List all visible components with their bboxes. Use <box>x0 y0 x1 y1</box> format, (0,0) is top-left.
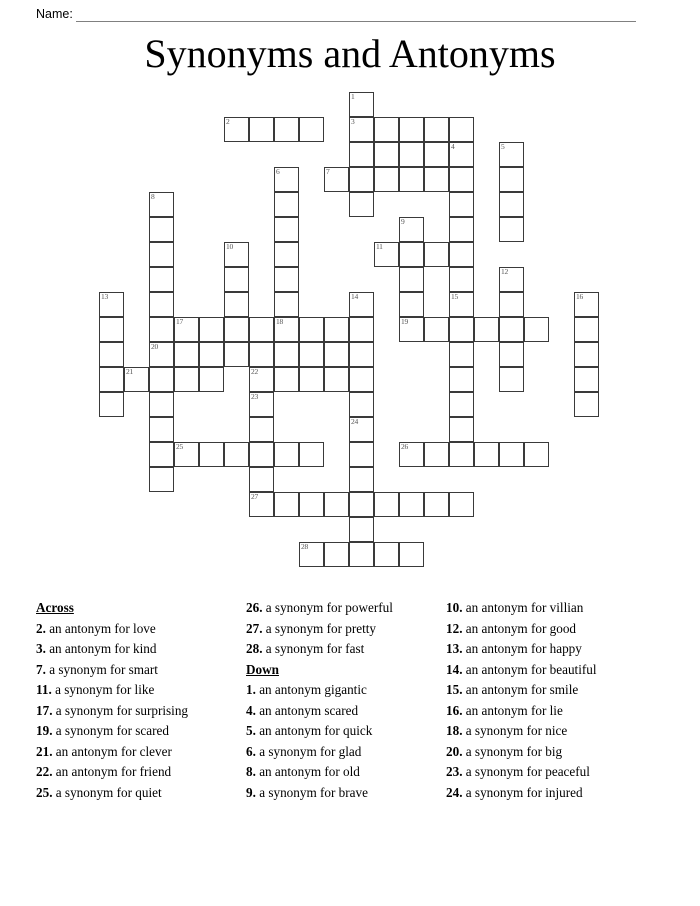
clue-number: 3. <box>36 641 50 656</box>
crossword-cell[interactable] <box>299 492 324 517</box>
crossword-cell[interactable] <box>399 542 424 567</box>
crossword-cell[interactable] <box>424 492 449 517</box>
clue-number: 19. <box>36 723 56 738</box>
crossword-cell[interactable] <box>274 117 299 142</box>
crossword-cell[interactable] <box>499 317 524 342</box>
crossword-cell[interactable] <box>199 317 224 342</box>
clue-number: 17. <box>36 702 56 718</box>
crossword-cell[interactable] <box>324 367 349 392</box>
clue-text: a synonym for like <box>55 682 155 697</box>
crossword-cell[interactable] <box>349 367 374 392</box>
clue-number: 6. <box>246 743 260 759</box>
clue-list <box>36 598 666 838</box>
crossword-cell[interactable] <box>574 317 599 342</box>
crossword-cell[interactable] <box>399 292 424 317</box>
crossword-cell[interactable] <box>149 292 174 317</box>
crossword-cell[interactable] <box>399 117 424 142</box>
crossword-cell-start-18[interactable] <box>274 317 299 342</box>
clue-across-19 <box>36 721 234 742</box>
crossword-cell[interactable] <box>574 342 599 367</box>
clue-number: 1. <box>246 682 260 697</box>
clue-down-23 <box>446 762 649 783</box>
clue-number: 16. <box>446 702 466 718</box>
cell-number-14: 14 <box>351 292 358 301</box>
crossword-cell-start-17[interactable] <box>174 317 199 342</box>
clue-number: 2. <box>36 620 50 636</box>
crossword-cell[interactable] <box>349 167 374 192</box>
clue-text: an antonym for quick <box>259 723 373 738</box>
clue-number: 20. <box>446 743 466 759</box>
cell-number-24: 24 <box>351 417 358 426</box>
clue-number: 13. <box>446 641 466 656</box>
cell-number-16: 16 <box>576 292 583 301</box>
crossword-cell-start-15[interactable] <box>449 292 474 317</box>
clue-text: an antonym for old <box>259 764 360 779</box>
cell-number-25: 25 <box>176 442 183 451</box>
crossword-cell[interactable] <box>174 342 199 367</box>
clue-text: an antonym for happy <box>465 641 582 656</box>
crossword-cell[interactable] <box>274 342 299 367</box>
crossword-cell[interactable] <box>299 342 324 367</box>
clue-across-2 <box>36 619 234 640</box>
cell-number-4: 4 <box>451 142 455 151</box>
crossword-cell[interactable] <box>349 492 374 517</box>
crossword-cell[interactable] <box>399 167 424 192</box>
crossword-cell[interactable] <box>199 342 224 367</box>
crossword-cell[interactable] <box>349 517 374 542</box>
clue-across-25 <box>36 783 234 804</box>
crossword-cell[interactable] <box>274 267 299 292</box>
clue-text: a synonym for injured <box>465 784 583 800</box>
crossword-cell[interactable] <box>499 367 524 392</box>
page-title: Synonyms and Antonyms <box>144 31 556 76</box>
clue-number: 18. <box>446 723 466 738</box>
crossword-cell[interactable] <box>249 417 274 442</box>
crossword-cell-start-27[interactable] <box>249 492 274 517</box>
clue-number: 23. <box>446 764 466 779</box>
crossword-cell[interactable] <box>449 442 474 467</box>
clue-down-24 <box>446 783 649 804</box>
clue-text: an antonym scared <box>259 702 359 718</box>
clue-number: 21. <box>36 743 56 759</box>
crossword-cell[interactable] <box>474 442 499 467</box>
crossword-cell[interactable] <box>499 342 524 367</box>
crossword-cell[interactable] <box>374 167 399 192</box>
crossword-cell[interactable] <box>224 292 249 317</box>
name-row <box>36 2 636 22</box>
crossword-cell[interactable] <box>149 467 174 492</box>
crossword-cell[interactable] <box>149 367 174 392</box>
crossword-cell[interactable] <box>249 342 274 367</box>
clue-text: an antonym for smile <box>465 682 579 697</box>
crossword-cell[interactable] <box>199 442 224 467</box>
crossword-cell-start-2[interactable] <box>224 117 249 142</box>
clue-across-22 <box>36 762 234 783</box>
cell-number-28: 28 <box>301 542 308 551</box>
crossword-cell[interactable] <box>574 367 599 392</box>
crossword-cell[interactable] <box>524 442 549 467</box>
crossword-cell-start-13[interactable] <box>99 292 124 317</box>
cell-number-23: 23 <box>251 392 258 401</box>
crossword-cell[interactable] <box>449 492 474 517</box>
crossword-cell[interactable] <box>324 317 349 342</box>
clue-across-11 <box>36 680 234 701</box>
crossword-cell[interactable] <box>374 117 399 142</box>
clue-number: 12. <box>446 620 466 636</box>
clue-across-28 <box>246 639 434 660</box>
crossword-cell[interactable] <box>449 417 474 442</box>
crossword-cell[interactable] <box>524 317 549 342</box>
clue-text: an antonym for friend <box>55 764 172 779</box>
crossword-cell[interactable] <box>224 442 249 467</box>
crossword-cell[interactable] <box>399 267 424 292</box>
crossword-cell[interactable] <box>424 442 449 467</box>
crossword-cell-start-3[interactable] <box>349 117 374 142</box>
clue-text: an antonym for beautiful <box>465 661 597 677</box>
crossword-cell-start-10[interactable] <box>224 242 249 267</box>
crossword-cell[interactable] <box>299 442 324 467</box>
crossword-cell[interactable] <box>499 192 524 217</box>
crossword-cell[interactable] <box>399 242 424 267</box>
crossword-cell-start-23[interactable] <box>249 392 274 417</box>
name-write-line[interactable] <box>76 9 636 22</box>
clue-number: 26. <box>246 600 266 615</box>
crossword-cell[interactable] <box>349 192 374 217</box>
crossword-cell[interactable] <box>499 167 524 192</box>
crossword-cell[interactable] <box>274 192 299 217</box>
cell-number-17: 17 <box>176 317 183 326</box>
crossword-cell-start-28[interactable] <box>299 542 324 567</box>
clue-text: a synonym for smart <box>49 661 158 677</box>
clue-number: 28. <box>246 641 266 656</box>
crossword-cell[interactable] <box>449 317 474 342</box>
crossword-cell-start-16[interactable] <box>574 292 599 317</box>
clue-text: an antonym for lie <box>465 702 563 718</box>
crossword-cell[interactable] <box>424 242 449 267</box>
clue-down-9 <box>246 783 434 804</box>
crossword-cell[interactable] <box>224 342 249 367</box>
crossword-cell[interactable] <box>99 392 124 417</box>
crossword-cell-start-19[interactable] <box>399 317 424 342</box>
across-heading: Across <box>36 600 74 615</box>
name-label: Name: <box>36 7 73 21</box>
crossword-cell[interactable] <box>299 117 324 142</box>
clue-down-15 <box>446 680 649 701</box>
clue-down-1 <box>246 680 434 701</box>
crossword-cell[interactable] <box>499 217 524 242</box>
clue-down-4 <box>246 701 434 722</box>
crossword-cell[interactable] <box>349 392 374 417</box>
clue-down-10 <box>446 598 649 619</box>
crossword-cell[interactable] <box>349 442 374 467</box>
clue-down-18 <box>446 721 649 742</box>
clue-across-7 <box>36 660 234 681</box>
cell-number-3: 3 <box>351 117 355 126</box>
cell-number-7: 7 <box>326 167 330 176</box>
crossword-cell[interactable] <box>424 142 449 167</box>
cell-number-13: 13 <box>101 292 108 301</box>
crossword-cell-start-12[interactable] <box>499 267 524 292</box>
cell-number-11: 11 <box>376 242 383 251</box>
crossword-cell-start-4[interactable] <box>449 142 474 167</box>
cell-number-20: 20 <box>151 342 158 351</box>
cell-number-22: 22 <box>251 367 258 376</box>
clue-down-6 <box>246 742 434 763</box>
crossword-cell[interactable] <box>199 367 224 392</box>
crossword-cell[interactable] <box>399 492 424 517</box>
cell-number-5: 5 <box>501 142 505 151</box>
clue-column-2 <box>246 598 446 838</box>
crossword-cell[interactable] <box>274 442 299 467</box>
crossword-cell[interactable] <box>449 167 474 192</box>
clue-text: an antonym for clever <box>55 743 172 759</box>
clue-text: an antonym for good <box>465 620 577 636</box>
crossword-cell[interactable] <box>149 442 174 467</box>
clue-number: 8. <box>246 764 260 779</box>
crossword-cell[interactable] <box>249 442 274 467</box>
crossword-cell[interactable] <box>149 317 174 342</box>
clue-down-8 <box>246 762 434 783</box>
clue-text: an antonym for love <box>49 620 156 636</box>
clue-number: 24. <box>446 784 466 800</box>
clue-across-26 <box>246 598 434 619</box>
crossword-cell[interactable] <box>449 392 474 417</box>
cell-number-8: 8 <box>151 192 155 201</box>
clue-number: 15. <box>446 682 466 697</box>
crossword-cell[interactable] <box>99 342 124 367</box>
clue-text: an antonym for villian <box>465 600 584 615</box>
crossword-cell[interactable] <box>274 492 299 517</box>
crossword-cell[interactable] <box>249 467 274 492</box>
crossword-cell[interactable] <box>574 392 599 417</box>
clue-number: 10. <box>446 600 466 615</box>
cell-number-2: 2 <box>226 117 230 126</box>
crossword-cell-start-21[interactable] <box>124 367 149 392</box>
cell-number-26: 26 <box>401 442 408 451</box>
clue-across-27 <box>246 619 434 640</box>
crossword-cell[interactable] <box>449 242 474 267</box>
cell-number-1: 1 <box>351 92 355 101</box>
clue-number: 11. <box>36 682 56 697</box>
clue-text: a synonym for big <box>465 743 563 759</box>
crossword-cell[interactable] <box>149 242 174 267</box>
crossword-cell[interactable] <box>149 417 174 442</box>
crossword-cell[interactable] <box>449 192 474 217</box>
crossword-cell[interactable] <box>399 142 424 167</box>
crossword-cell[interactable] <box>449 217 474 242</box>
crossword-cell[interactable] <box>349 542 374 567</box>
crossword-cell-start-6[interactable] <box>274 167 299 192</box>
clue-text: a synonym for peaceful <box>465 764 590 779</box>
clue-text: an antonym for kind <box>49 641 157 656</box>
crossword-cell[interactable] <box>224 317 249 342</box>
crossword-cell[interactable] <box>349 342 374 367</box>
crossword-cell[interactable] <box>449 342 474 367</box>
crossword-cell-start-25[interactable] <box>174 442 199 467</box>
cell-number-15: 15 <box>451 292 458 301</box>
clue-number: 9. <box>246 784 260 800</box>
clue-text: a synonym for quiet <box>55 784 162 800</box>
cell-number-19: 19 <box>401 317 408 326</box>
clue-number: 22. <box>36 764 56 779</box>
cell-number-9: 9 <box>401 217 405 226</box>
cell-number-27: 27 <box>251 492 258 501</box>
crossword-cell[interactable] <box>324 542 349 567</box>
crossword-cell-start-9[interactable] <box>399 217 424 242</box>
crossword-cell[interactable] <box>424 117 449 142</box>
cell-number-18: 18 <box>276 317 283 326</box>
crossword-cell[interactable] <box>349 317 374 342</box>
crossword-cell[interactable] <box>224 267 249 292</box>
clue-down-5 <box>246 721 434 742</box>
clue-column-3 <box>446 598 661 838</box>
crossword-cell[interactable] <box>324 492 349 517</box>
clue-text: a synonym for brave <box>259 784 368 800</box>
crossword-cell-start-24[interactable] <box>349 417 374 442</box>
crossword-cell-start-5[interactable] <box>499 142 524 167</box>
crossword-cell[interactable] <box>149 392 174 417</box>
crossword-cell[interactable] <box>349 142 374 167</box>
crossword-cell[interactable] <box>474 317 499 342</box>
crossword-cell[interactable] <box>274 292 299 317</box>
crossword-cell-start-22[interactable] <box>249 367 274 392</box>
crossword-cell-start-1[interactable] <box>349 92 374 117</box>
crossword-cell-start-7[interactable] <box>324 167 349 192</box>
clue-column-1 <box>36 598 246 838</box>
crossword-cell[interactable] <box>424 317 449 342</box>
crossword-cell-start-26[interactable] <box>399 442 424 467</box>
clue-number: 25. <box>36 784 56 800</box>
crossword-cell[interactable] <box>324 342 349 367</box>
crossword-cell[interactable] <box>149 267 174 292</box>
clue-number: 5. <box>246 723 260 738</box>
clue-text: a synonym for pretty <box>265 620 377 636</box>
clue-down-13 <box>446 639 649 660</box>
clue-text: a synonym for surprising <box>55 702 189 718</box>
clue-text: a synonym for powerful <box>265 600 393 615</box>
crossword-cell[interactable] <box>374 542 399 567</box>
crossword-cell[interactable] <box>299 317 324 342</box>
clue-number: 7. <box>36 661 50 677</box>
crossword-cell-start-8[interactable] <box>149 192 174 217</box>
crossword-cell[interactable] <box>349 467 374 492</box>
crossword-cell[interactable] <box>499 292 524 317</box>
crossword-cell[interactable] <box>299 367 324 392</box>
crossword-cell[interactable] <box>274 217 299 242</box>
cell-number-12: 12 <box>501 267 508 276</box>
crossword-cell[interactable] <box>149 217 174 242</box>
clue-down-16 <box>446 701 649 722</box>
clue-down-20 <box>446 742 649 763</box>
crossword-cell[interactable] <box>449 367 474 392</box>
crossword-cell-start-14[interactable] <box>349 292 374 317</box>
clue-down-12 <box>446 619 649 640</box>
clue-down-14 <box>446 660 649 681</box>
clue-text: an antonym gigantic <box>259 682 367 697</box>
crossword-cell[interactable] <box>274 367 299 392</box>
crossword-cell[interactable] <box>449 117 474 142</box>
cell-number-10: 10 <box>226 242 233 251</box>
crossword-cell[interactable] <box>499 442 524 467</box>
clue-number: 14. <box>446 661 466 677</box>
crossword-cell[interactable] <box>449 267 474 292</box>
clue-number: 4. <box>246 702 260 718</box>
clue-text: a synonym for scared <box>55 723 169 738</box>
clue-text: a synonym for glad <box>259 743 362 759</box>
clue-across-17 <box>36 701 234 722</box>
clue-across-21 <box>36 742 234 763</box>
crossword-cell[interactable] <box>374 492 399 517</box>
crossword-cell[interactable] <box>99 317 124 342</box>
cell-number-21: 21 <box>126 367 133 376</box>
clue-across-3 <box>36 639 234 660</box>
crossword-cell[interactable] <box>274 242 299 267</box>
crossword-cell-start-11[interactable] <box>374 242 399 267</box>
crossword-cell[interactable] <box>174 367 199 392</box>
clue-number: 27. <box>246 620 266 636</box>
clue-text: a synonym for fast <box>265 641 365 656</box>
crossword-cell[interactable] <box>424 167 449 192</box>
crossword-cell[interactable] <box>249 117 274 142</box>
down-heading: Down <box>246 661 279 677</box>
cell-number-6: 6 <box>276 167 280 176</box>
crossword-cell[interactable] <box>249 317 274 342</box>
crossword-cell-start-20[interactable] <box>149 342 174 367</box>
crossword-cell[interactable] <box>99 367 124 392</box>
clue-text: a synonym for nice <box>465 723 568 738</box>
crossword-cell[interactable] <box>374 142 399 167</box>
